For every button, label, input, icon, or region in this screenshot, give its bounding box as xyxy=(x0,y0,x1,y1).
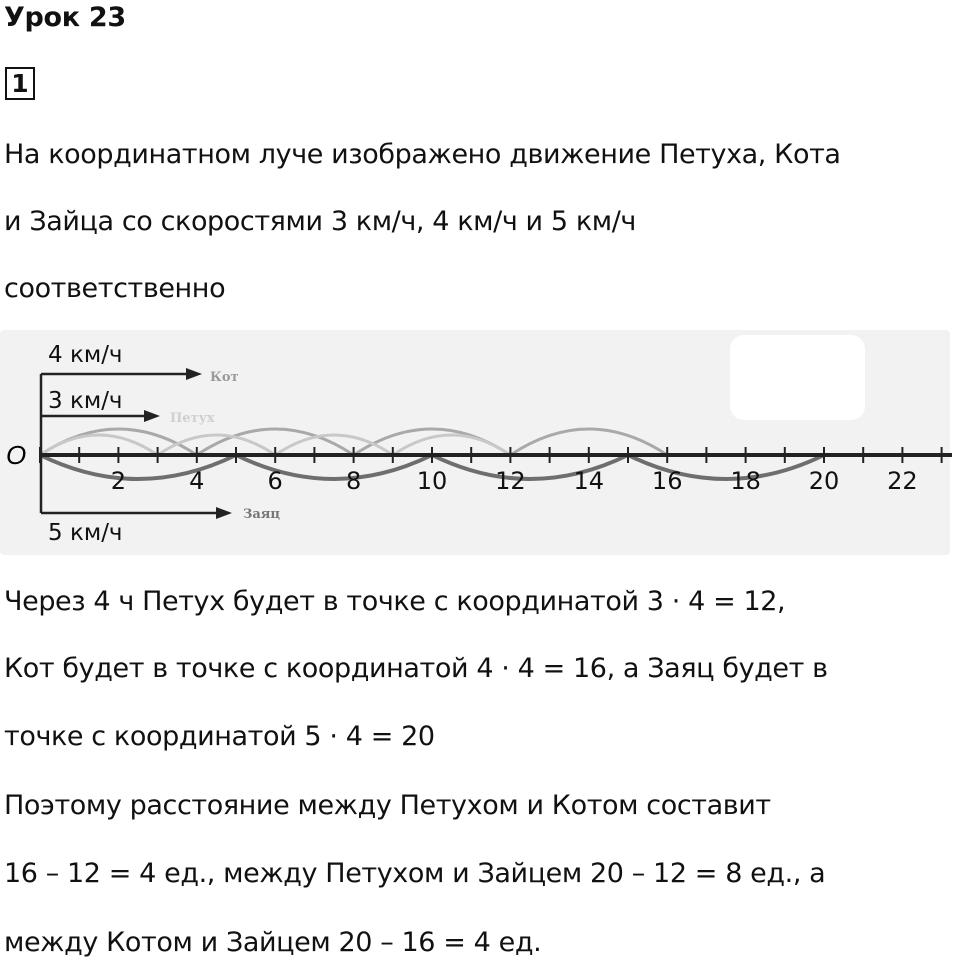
tick-label: 6 xyxy=(267,467,283,495)
tick-label: 22 xyxy=(887,467,918,495)
hare-speed-label: 5 км/ч xyxy=(48,520,123,546)
tick-label: 8 xyxy=(345,467,362,495)
tick-label: 10 xyxy=(416,467,448,495)
number-line-figure xyxy=(0,330,960,555)
cat-speed-label: 4 км/ч xyxy=(48,342,123,368)
tick-label: 2 xyxy=(110,467,127,495)
tick-label: 14 xyxy=(573,467,605,495)
intro-line-1: На координатном луче изображено движение Петуха, Кота xyxy=(4,139,841,170)
tick-label: 4 xyxy=(189,467,205,495)
tick-label: 20 xyxy=(808,467,840,495)
tick-label: 16 xyxy=(651,467,683,495)
solution-line-2: Кот будет в точке с координатой 4 · 4 = 16, а Заяц будет в xyxy=(4,653,828,684)
intro-line-3: соответственно xyxy=(4,273,226,304)
task-number-box: 1 xyxy=(5,67,35,100)
tick-label: 12 xyxy=(495,467,526,495)
lesson-title: Урок 23 xyxy=(4,2,126,33)
tick-label: 18 xyxy=(730,467,761,495)
solution-line-4: Поэтому расстояние между Петухом и Котом составит xyxy=(4,790,771,821)
solution-line-6: между Котом и Зайцем 20 – 16 = 4 ед. xyxy=(4,927,542,958)
cat-name-label: Кот xyxy=(210,370,239,385)
hare-name-label: Заяц xyxy=(243,507,281,522)
intro-line-2: и Зайца со скоростями 3 км/ч, 4 км/ч и 5 км/ч xyxy=(4,206,636,237)
solution-line-3: точке с координатой 5 · 4 = 20 xyxy=(4,721,435,752)
rooster-speed-label: 3 км/ч xyxy=(48,388,123,414)
solution-line-5: 16 – 12 = 4 ед., между Петухом и Зайцем 20 – 12 = 8 ед., а xyxy=(4,858,826,889)
solution-line-1: Через 4 ч Петух будет в точке с координатой 3 · 4 = 12, xyxy=(4,586,786,617)
origin-label: O xyxy=(6,440,27,470)
rooster-name-label: Петух xyxy=(170,411,215,426)
figure-blank-patch xyxy=(730,335,865,420)
